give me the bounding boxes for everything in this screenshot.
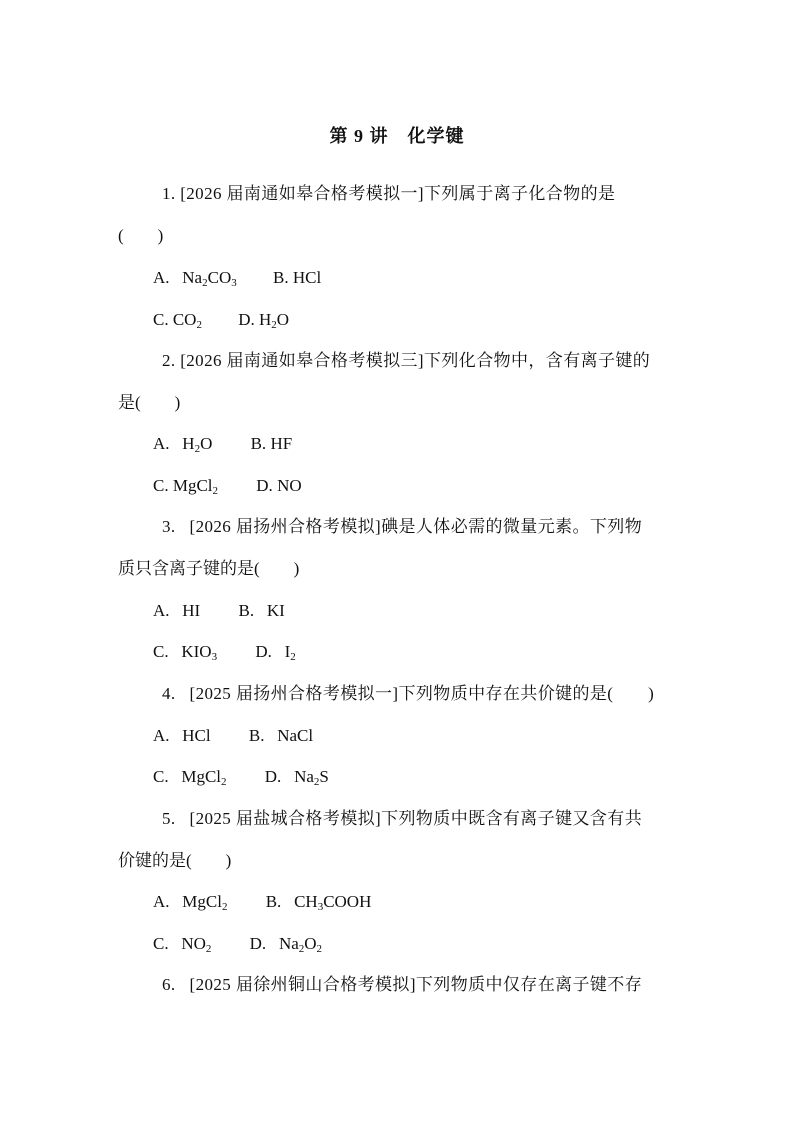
question-1-line-2: ( )	[118, 226, 164, 245]
question-stem: 下列化合物中，含有离子键的	[424, 351, 651, 370]
question-5-options-cd	[153, 933, 322, 955]
option-d: D. $Na_2O_2$	[249, 934, 323, 955]
question-2-options-cd	[153, 475, 302, 497]
option-c: C. $CO_2$	[153, 310, 202, 331]
question-5-line-1	[162, 808, 642, 830]
question-source: [2025 届扬州合格考模拟一]	[189, 684, 399, 703]
page-title: 第 9 讲 化学键	[329, 126, 465, 146]
option-b: B. HF	[250, 434, 293, 453]
question-number: 1.	[162, 184, 176, 203]
question-stem: 下列物质中既含有离子键又含有共	[381, 809, 643, 828]
question-1-line-1	[162, 183, 615, 205]
option-a: A. HI	[153, 601, 201, 620]
question-stem: 下列物质中仅存在离子键不存	[415, 975, 643, 994]
option-c: C. MgCl$_2$	[153, 476, 219, 497]
option-b: B. NaCl	[248, 726, 314, 745]
question-source: [2026 届扬州合格考模拟]	[189, 517, 382, 536]
option-a: A. $H_2O$	[153, 434, 213, 455]
question-3-options-cd	[153, 641, 296, 663]
question-3-options-ab	[153, 600, 285, 622]
option-c: C. $NO_2$	[153, 934, 212, 955]
question-4-line-1	[162, 683, 654, 705]
question-4-options-cd	[153, 766, 329, 788]
question-stem: 下列属于离子化合物的是	[424, 184, 616, 203]
question-3-line-2: 质只含离子键的是( )	[118, 559, 300, 578]
question-6-line-1	[162, 974, 642, 996]
option-b: B. KI	[238, 601, 285, 620]
question-2-options-ab	[153, 433, 292, 455]
option-d: D. $I_2$	[255, 642, 296, 663]
question-source: [2025 届盐城合格考模拟]	[189, 809, 382, 828]
question-3-line-1	[162, 516, 642, 538]
question-1-options-ab	[153, 267, 321, 289]
question-stem: 碘是人体必需的微量元素。下列物	[381, 517, 643, 536]
question-number: 3.	[162, 517, 176, 536]
option-a: A. HCl	[153, 726, 211, 745]
option-b: B. HCl	[272, 268, 322, 287]
question-5-options-ab	[153, 891, 371, 913]
option-d: D. NO	[256, 476, 302, 495]
question-2-line-1	[162, 350, 650, 372]
question-1-options-cd	[153, 309, 289, 331]
option-c: C. MgCl$_2$	[153, 767, 227, 788]
question-source: [2026 届南通如皋合格考模拟三]	[180, 351, 424, 370]
question-2-line-2: 是( )	[118, 393, 181, 412]
option-d: D. $Na_2S$	[264, 767, 329, 788]
question-source: [2025 届徐州铜山合格考模拟]	[189, 975, 416, 994]
question-stem: 下列物质中存在共价键的是( )	[398, 684, 655, 703]
question-number: 5.	[162, 809, 176, 828]
option-d: D. $H_2O$	[238, 310, 290, 331]
question-number: 4.	[162, 684, 176, 703]
question-5-line-2: 价键的是( )	[118, 851, 232, 870]
option-a: A. MgCl$_2$	[153, 892, 228, 913]
option-c: C. $KIO_3$	[153, 642, 218, 663]
question-number: 2.	[162, 351, 176, 370]
option-a: A. $Na_2CO_3$	[153, 268, 237, 289]
question-4-options-ab	[153, 725, 313, 747]
question-number: 6.	[162, 975, 176, 994]
question-source: [2026 届南通如皋合格考模拟一]	[180, 184, 424, 203]
option-b: B. $CH_3COOH$	[265, 892, 372, 913]
